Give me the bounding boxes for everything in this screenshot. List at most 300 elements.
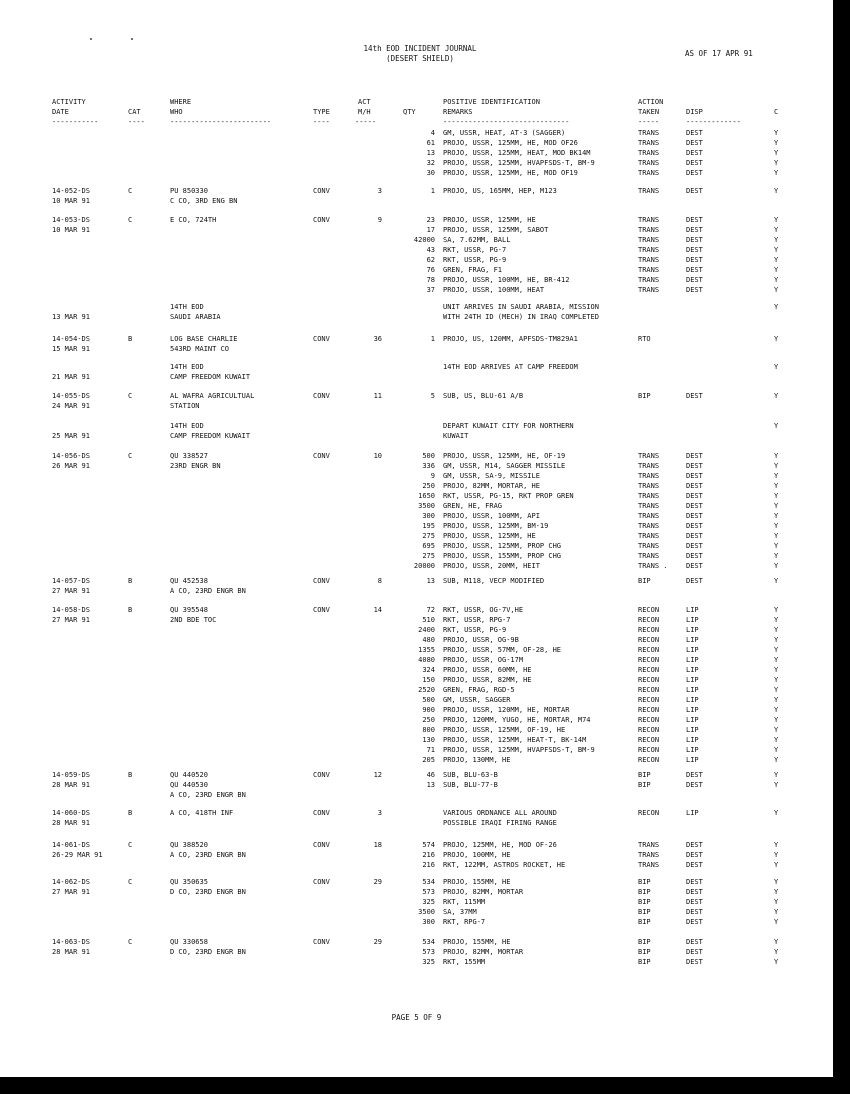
act-man-hours: 14 xyxy=(373,606,382,614)
identification: PROJO, 125MM, HE, MOD OF-26 xyxy=(443,841,557,849)
c-flag: Y xyxy=(774,303,779,311)
identification: UNIT ARRIVES IN SAUDI ARABIA, MISSION xyxy=(443,303,599,311)
item-row xyxy=(395,695,790,705)
c-flag: Y xyxy=(774,246,779,254)
identification: PROJO, USSR, 100MM, HEAT xyxy=(443,286,545,294)
disposition: DEST xyxy=(686,522,703,530)
item-list xyxy=(395,302,790,322)
col-taken: TAKEN xyxy=(638,108,660,116)
c-flag: Y xyxy=(774,636,779,644)
item-row xyxy=(395,391,790,401)
identification: PROJO, 120MM, YUGO, HE, MORTAR, M74 xyxy=(443,716,591,724)
col-action: ACTION xyxy=(638,98,664,106)
item-row xyxy=(395,551,790,561)
item-list xyxy=(395,451,790,571)
type: CONV xyxy=(313,606,330,614)
identification: PROJO, 100MM, HE xyxy=(443,851,511,859)
identification: GREN, FRAG, F1 xyxy=(443,266,503,274)
item-row xyxy=(395,481,790,491)
action-taken: TRANS xyxy=(638,851,660,859)
action-taken: RECON xyxy=(638,706,660,714)
disposition: DEST xyxy=(686,888,703,896)
action-taken: BIP xyxy=(638,392,651,400)
qty: 5 xyxy=(430,392,435,400)
journal-title-block xyxy=(300,44,540,64)
item-list xyxy=(395,808,790,828)
action-taken: RECON xyxy=(638,756,660,764)
item-row xyxy=(395,645,790,655)
identification: PROJO, USSR, 120MM, HE, MORTAR xyxy=(443,706,570,714)
disposition: DEST xyxy=(686,908,703,916)
rule: ----- xyxy=(638,118,660,126)
qty: 534 xyxy=(422,938,435,946)
c-flag: Y xyxy=(774,522,779,530)
act-man-hours: 9 xyxy=(377,216,382,224)
qty: 72 xyxy=(426,606,435,614)
scan-speck xyxy=(90,38,92,40)
item-row xyxy=(395,907,790,917)
c-flag: Y xyxy=(774,472,779,480)
action-taken: RECON xyxy=(638,676,660,684)
c-flag: Y xyxy=(774,851,779,859)
identification: SUB, US, BLU-61 A/B xyxy=(443,392,524,400)
qty: 13 xyxy=(426,781,435,789)
identification: GREN, FRAG, RGD-5 xyxy=(443,686,515,694)
c-flag: Y xyxy=(774,129,779,137)
item-row xyxy=(395,275,790,285)
type: CONV xyxy=(313,809,330,817)
scan-edge-bottom xyxy=(0,1077,850,1094)
who: D CO, 23RD ENGR BN xyxy=(170,888,246,896)
qty: 30 xyxy=(426,169,435,177)
item-list xyxy=(395,334,790,344)
disposition: LIP xyxy=(686,676,699,684)
disposition: DEST xyxy=(686,139,703,147)
category: C xyxy=(128,841,133,849)
disposition: DEST xyxy=(686,187,703,195)
disposition: LIP xyxy=(686,706,699,714)
c-flag: Y xyxy=(774,532,779,540)
disposition: DEST xyxy=(686,878,703,886)
activity-date: 28 MAR 91 xyxy=(52,781,90,789)
item-row xyxy=(395,501,790,511)
identification: PROJO, USSR, 125MM, HVAPFSDS-T, BM-9 xyxy=(443,159,595,167)
activity-date: 26-29 MAR 91 xyxy=(52,851,103,859)
c-flag: Y xyxy=(774,771,779,779)
qty: 3500 xyxy=(418,908,435,916)
who: C CO, 3RD ENG BN xyxy=(170,197,238,205)
item-row xyxy=(395,957,790,967)
action-taken: TRANS xyxy=(638,256,660,264)
identification: PROJO, 82MM, MORTAR xyxy=(443,888,524,896)
disposition: LIP xyxy=(686,746,699,754)
category: B xyxy=(128,809,133,817)
qty: 32 xyxy=(426,159,435,167)
activity-date: 15 MAR 91 xyxy=(52,345,90,353)
qty: 573 xyxy=(422,948,435,956)
who: A CO, 23RD ENGR BN xyxy=(170,587,246,595)
identification: GM, USSR, SAGGER xyxy=(443,696,511,704)
type: CONV xyxy=(313,878,330,886)
identification: PROJO, USSR, 100MM, API xyxy=(443,512,540,520)
disposition: DEST xyxy=(686,149,703,157)
action-taken: RECON xyxy=(638,746,660,754)
action-taken: RECON xyxy=(638,736,660,744)
page-number: PAGE 5 OF 9 xyxy=(391,1013,442,1022)
c-flag: Y xyxy=(774,335,779,343)
disposition: DEST xyxy=(686,169,703,177)
item-row xyxy=(395,937,790,947)
disposition: DEST xyxy=(686,851,703,859)
who: CAMP FREEDOM KUWAIT xyxy=(170,373,251,381)
rule: ----- xyxy=(355,118,377,126)
identification: RKT, RPG-7 xyxy=(443,918,486,926)
col-remarks: REMARKS xyxy=(443,108,473,116)
c-flag: Y xyxy=(774,938,779,946)
col-qty: QTY xyxy=(403,108,416,116)
action-taken: TRANS xyxy=(638,266,660,274)
identification: RKT, 115MM xyxy=(443,898,486,906)
disposition: DEST xyxy=(686,918,703,926)
qty: 500 xyxy=(422,452,435,460)
item-row xyxy=(395,334,790,344)
disposition: DEST xyxy=(686,562,703,570)
rule: ---- xyxy=(128,118,145,126)
where: AL WAFRA AGRICULTUAL xyxy=(170,392,255,400)
item-row xyxy=(395,635,790,645)
identification: KUWAIT xyxy=(443,432,469,440)
item-row xyxy=(395,860,790,870)
item-row xyxy=(395,421,790,431)
disposition: DEST xyxy=(686,841,703,849)
item-row xyxy=(395,605,790,615)
col-cat: CAT xyxy=(128,108,141,116)
c-flag: Y xyxy=(774,256,779,264)
identification: PROJO, USSR, OG-17M xyxy=(443,656,524,664)
activity-id: 14-055-DS xyxy=(52,392,90,400)
item-row xyxy=(395,186,790,196)
item-row xyxy=(395,285,790,295)
action-taken: BIP xyxy=(638,958,651,966)
disposition: DEST xyxy=(686,462,703,470)
disposition: DEST xyxy=(686,276,703,284)
where: A CO, 418TH INF xyxy=(170,809,234,817)
action-taken: TRANS xyxy=(638,522,660,530)
identification: PROJO, US, 165MM, HEP, M123 xyxy=(443,187,557,195)
c-flag: Y xyxy=(774,492,779,500)
action-taken: BIP xyxy=(638,888,651,896)
item-row xyxy=(395,808,790,818)
who: A CO, 23RD ENGR BN xyxy=(170,791,246,799)
c-flag: Y xyxy=(774,736,779,744)
item-row xyxy=(395,541,790,551)
action-taken: BIP xyxy=(638,771,651,779)
item-row xyxy=(395,245,790,255)
scan-speck xyxy=(131,38,133,40)
action-taken: TRANS xyxy=(638,492,660,500)
action-taken: RECON xyxy=(638,656,660,664)
activity-id: 14-058-DS xyxy=(52,606,90,614)
col-who: WHO xyxy=(170,108,183,116)
action-taken: RECON xyxy=(638,636,660,644)
identification: PROJO, USSR, 125MM, OF-19, HE xyxy=(443,726,566,734)
disposition: LIP xyxy=(686,636,699,644)
qty: 150 xyxy=(422,676,435,684)
identification: RKT, USSR, PG-7 xyxy=(443,246,507,254)
rule: ------------------------ xyxy=(170,118,272,126)
c-flag: Y xyxy=(774,948,779,956)
disposition: DEST xyxy=(686,246,703,254)
qty: 1 xyxy=(430,335,435,343)
disposition: DEST xyxy=(686,236,703,244)
c-flag: Y xyxy=(774,841,779,849)
disposition: DEST xyxy=(686,898,703,906)
identification: PROJO, USSR, 82MM, HE xyxy=(443,676,532,684)
c-flag: Y xyxy=(774,656,779,664)
qty: 250 xyxy=(422,716,435,724)
qty: 216 xyxy=(422,861,435,869)
c-flag: Y xyxy=(774,898,779,906)
disposition: DEST xyxy=(686,216,703,224)
where: PU 850330 xyxy=(170,187,208,195)
qty: 573 xyxy=(422,888,435,896)
action-taken: RECON xyxy=(638,726,660,734)
col-act: ACT xyxy=(358,98,371,106)
qty: 216 xyxy=(422,851,435,859)
qty: 336 xyxy=(422,462,435,470)
disposition: DEST xyxy=(686,492,703,500)
identification: RKT, USSR, OG-7V,HE xyxy=(443,606,524,614)
action-taken: TRANS xyxy=(638,129,660,137)
action-taken: RECON xyxy=(638,666,660,674)
c-flag: Y xyxy=(774,216,779,224)
qty: 1355 xyxy=(418,646,435,654)
identification: PROJO, USSR, 60MM, HE xyxy=(443,666,532,674)
qty: 3500 xyxy=(418,502,435,510)
c-flag: Y xyxy=(774,958,779,966)
activity-date: 28 MAR 91 xyxy=(52,948,90,956)
action-taken: RECON xyxy=(638,696,660,704)
c-flag: Y xyxy=(774,918,779,926)
qty: 4080 xyxy=(418,656,435,664)
c-flag: Y xyxy=(774,462,779,470)
activity-date: 27 MAR 91 xyxy=(52,587,90,595)
identification: PROJO, USSR, 125MM, PROP CHG xyxy=(443,542,562,550)
action-taken: RECON xyxy=(638,809,660,817)
c-flag: Y xyxy=(774,746,779,754)
where: QU 338527 xyxy=(170,452,208,460)
action-taken: TRANS xyxy=(638,452,660,460)
c-flag: Y xyxy=(774,502,779,510)
action-taken: TRANS xyxy=(638,532,660,540)
identification: GREN, HE, FRAG xyxy=(443,502,503,510)
category: C xyxy=(128,452,133,460)
who: CAMP FREEDOM KUWAIT xyxy=(170,432,251,440)
qty: 76 xyxy=(426,266,435,274)
where: QU 440520 xyxy=(170,771,208,779)
who: D CO, 23RD ENGR BN xyxy=(170,948,246,956)
item-list xyxy=(395,362,790,372)
type: CONV xyxy=(313,938,330,946)
item-row xyxy=(395,576,790,586)
qty: 23 xyxy=(426,216,435,224)
item-row xyxy=(395,362,790,372)
where: QU 350635 xyxy=(170,878,208,886)
disposition: DEST xyxy=(686,452,703,460)
action-taken: BIP xyxy=(638,938,651,946)
qty: 71 xyxy=(426,746,435,754)
item-list xyxy=(395,215,790,295)
action-taken: RECON xyxy=(638,716,660,724)
type: CONV xyxy=(313,335,330,343)
journal-title: 14th EOD INCIDENT JOURNAL xyxy=(363,44,477,53)
identification: GM, USSR, M14, SAGGER MISSILE xyxy=(443,462,566,470)
item-row xyxy=(395,312,790,322)
item-row xyxy=(395,840,790,850)
identification: PROJO, USSR, 125MM, HE xyxy=(443,216,536,224)
identification: RKT, USSR, PG-15, RKT PROP GREN xyxy=(443,492,574,500)
activity-id: 14-056-DS xyxy=(52,452,90,460)
act-man-hours: 11 xyxy=(373,392,382,400)
type: CONV xyxy=(313,392,330,400)
who: 23RD ENGR BN xyxy=(170,462,221,470)
qty: 17 xyxy=(426,226,435,234)
identification: PROJO, USSR, 125MM, HE, OF-19 xyxy=(443,452,566,460)
qty: 325 xyxy=(422,898,435,906)
item-row xyxy=(395,745,790,755)
qty: 500 xyxy=(422,696,435,704)
disposition: LIP xyxy=(686,626,699,634)
c-flag: Y xyxy=(774,482,779,490)
activity-id: 14-053-DS xyxy=(52,216,90,224)
identification: GM, USSR, SA-9, MISSILE xyxy=(443,472,540,480)
identification: PROJO, USSR, 125MM, HE xyxy=(443,532,536,540)
c-flag: Y xyxy=(774,696,779,704)
item-row xyxy=(395,521,790,531)
activity-id: 14-062-DS xyxy=(52,878,90,886)
act-man-hours: 8 xyxy=(377,577,382,585)
action-taken: TRANS xyxy=(638,236,660,244)
scan-edge-right xyxy=(833,0,850,1094)
col-date: DATE xyxy=(52,108,69,116)
c-flag: Y xyxy=(774,392,779,400)
identification: SA, 37MM xyxy=(443,908,477,916)
category: C xyxy=(128,216,133,224)
rule: ------------------------------ xyxy=(443,118,570,126)
item-row xyxy=(395,725,790,735)
c-flag: Y xyxy=(774,139,779,147)
item-row xyxy=(395,917,790,927)
col-positive-id: POSITIVE IDENTIFICATION xyxy=(443,98,540,106)
item-row xyxy=(395,818,790,828)
qty: 574 xyxy=(422,841,435,849)
disposition: DEST xyxy=(686,159,703,167)
col-disp: DISP xyxy=(686,108,703,116)
identification: SUB, BLU-77-B xyxy=(443,781,498,789)
activity-id: 14-063-DS xyxy=(52,938,90,946)
c-flag: Y xyxy=(774,542,779,550)
action-taken: TRANS xyxy=(638,159,660,167)
disposition: LIP xyxy=(686,686,699,694)
disposition: DEST xyxy=(686,542,703,550)
action-taken: TRANS xyxy=(638,226,660,234)
action-taken: BIP xyxy=(638,781,651,789)
activity-date: 21 MAR 91 xyxy=(52,373,90,381)
item-row xyxy=(395,148,790,158)
c-flag: Y xyxy=(774,878,779,886)
action-taken: TRANS xyxy=(638,472,660,480)
item-row xyxy=(395,705,790,715)
qty: 300 xyxy=(422,512,435,520)
c-flag: Y xyxy=(774,226,779,234)
act-man-hours: 3 xyxy=(377,809,382,817)
qty: 61 xyxy=(426,139,435,147)
item-row xyxy=(395,947,790,957)
identification: PROJO, USSR, 57MM, OF-28, HE xyxy=(443,646,562,654)
qty: 250 xyxy=(422,482,435,490)
disposition: DEST xyxy=(686,958,703,966)
item-row xyxy=(395,655,790,665)
action-taken: TRANS xyxy=(638,286,660,294)
identification: RKT, USSR, PG-9 xyxy=(443,256,507,264)
who: 543RD MAINT CO xyxy=(170,345,230,353)
col-type: TYPE xyxy=(313,108,330,116)
where: 14TH EOD xyxy=(170,363,204,371)
item-row xyxy=(395,531,790,541)
disposition: LIP xyxy=(686,646,699,654)
who: STATION xyxy=(170,402,200,410)
category: C xyxy=(128,938,133,946)
qty: 510 xyxy=(422,616,435,624)
identification: PROJO, USSR, 125MM, HE, MOD OF26 xyxy=(443,139,578,147)
disposition: LIP xyxy=(686,616,699,624)
c-flag: Y xyxy=(774,888,779,896)
action-taken: TRANS xyxy=(638,482,660,490)
who: QU 440530 xyxy=(170,781,208,789)
item-row xyxy=(395,138,790,148)
act-man-hours: 29 xyxy=(373,938,382,946)
qty: 695 xyxy=(422,542,435,550)
disposition: DEST xyxy=(686,226,703,234)
qty: 46 xyxy=(426,771,435,779)
activity-id: 14-052-DS xyxy=(52,187,90,195)
action-taken: TRANS xyxy=(638,187,660,195)
qty: 42000 xyxy=(413,236,435,244)
item-row xyxy=(395,780,790,790)
disposition: DEST xyxy=(686,482,703,490)
qty: 900 xyxy=(422,706,435,714)
identification: PROJO, USSR, 125MM, HE, MOD OF19 xyxy=(443,169,578,177)
action-taken: TRANS xyxy=(638,552,660,560)
act-man-hours: 36 xyxy=(373,335,382,343)
identification: WITH 24TH ID (MECH) IN IRAQ COMPLETED xyxy=(443,313,599,321)
item-list xyxy=(395,421,790,441)
identification: SUB, M118, VECP MODIFIED xyxy=(443,577,545,585)
action-taken: BIP xyxy=(638,908,651,916)
action-taken: BIP xyxy=(638,948,651,956)
item-row xyxy=(395,887,790,897)
c-flag: Y xyxy=(774,562,779,570)
qty: 2520 xyxy=(418,686,435,694)
action-taken: TRANS . xyxy=(638,562,668,570)
identification: 14TH EOD ARRIVES AT CAMP FREEDOM xyxy=(443,363,578,371)
identification: PROJO, USSR, 155MM, PROP CHG xyxy=(443,552,562,560)
identification: GM, USSR, HEAT, AT-3 (SAGGER) xyxy=(443,129,566,137)
disposition: DEST xyxy=(686,552,703,560)
item-row xyxy=(395,615,790,625)
identification: RKT, USSR, RPG-7 xyxy=(443,616,511,624)
activity-date: 10 MAR 91 xyxy=(52,197,90,205)
